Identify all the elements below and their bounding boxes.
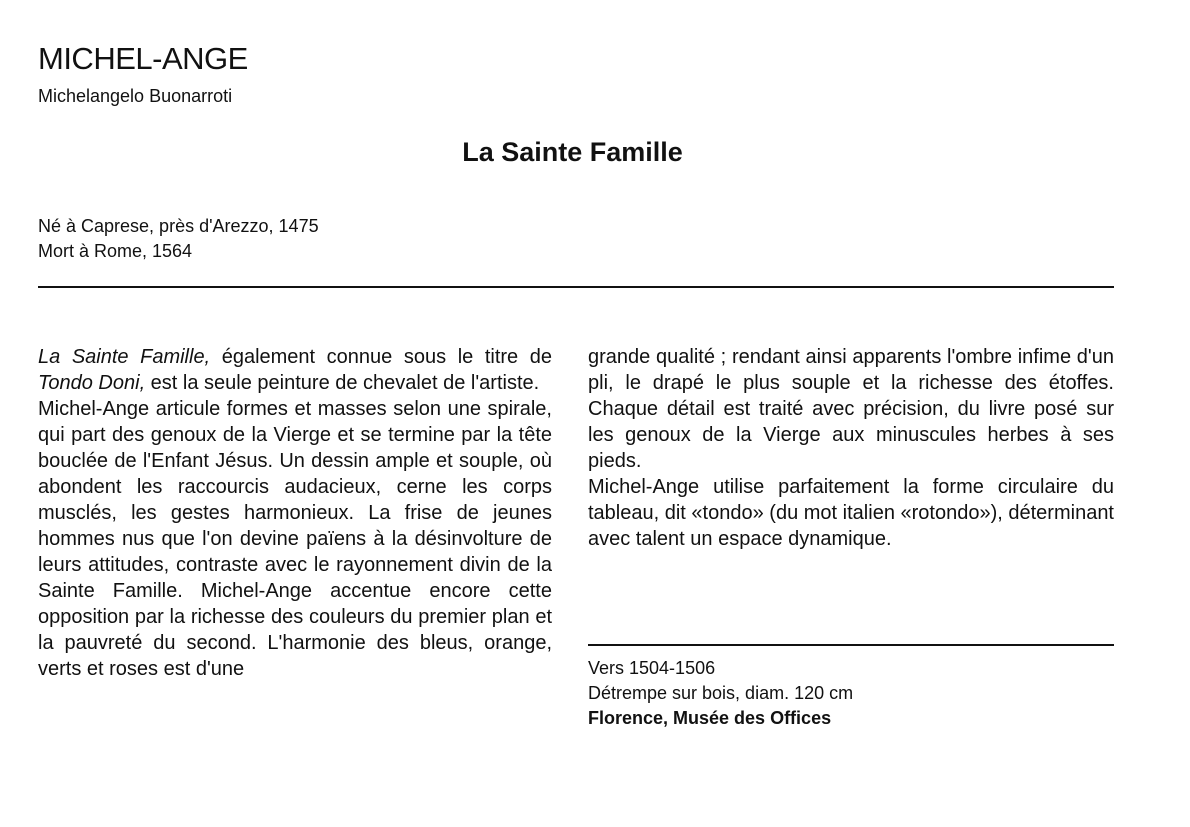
paragraph-analysis: Michel-Ange articule formes et masses selon une spirale, qui part des genoux de la Vierge et se termine par la tête bouclée de l'Enfant Jésus. Un dessin ample et souple, où abondent les raccourcis audacieux, cerne les corps musclés, les gestes harmonieux. La frise de jeunes hommes nus que l'on devine païens à la désinvolture de leurs attitudes, contraste avec le rayonnement divin de la Sainte Famille. Michel-Ange accentue encore cette opposition par la richesse des couleurs du premier plan et la pauvreté du second. L'harmonie des bleus, orange, verts et roses est d'une (38, 398, 552, 680)
artist-full-name: Michelangelo Buonarroti (38, 86, 233, 106)
text-column-left (38, 344, 552, 682)
death-info: Mort à Rome, 1564 (38, 241, 193, 261)
header-divider (38, 286, 1114, 288)
artwork-location: Florence, Musée des Offices (588, 708, 832, 728)
artwork-title: La Sainte Famille (462, 137, 683, 167)
paragraph-intro: La Sainte Famille, également connue sous le titre de Tondo Doni, est la seule peinture de chevalet de l'artiste. (38, 346, 552, 394)
artwork-date: Vers 1504-1506 (588, 658, 716, 678)
artist-name: MICHEL-ANGE (38, 41, 248, 76)
paragraph-analysis-cont: grande qualité ; rendant ainsi apparents l'ombre infime d'un pli, le drapé le plus souple et la richesse des étoffes. Chaque détail est traité avec précision, du livre posé sur les genoux de la Vierge aux minuscules herbes à ses pieds. (588, 346, 1114, 472)
italic-title: La Sainte Famille, (38, 346, 211, 368)
caption-divider (588, 644, 1114, 646)
text-column-right (588, 344, 1114, 552)
paragraph-tondo: Michel-Ange utilise parfaitement la forme circulaire du tableau, dit «tondo» (du mot italien «rotondo»), déterminant avec talent un espace dynamique. (588, 476, 1114, 550)
artwork-caption (588, 656, 853, 731)
artist-bio (38, 214, 319, 264)
artwork-medium: Détrempe sur bois, diam. 120 cm (588, 683, 854, 703)
birth-info: Né à Caprese, près d'Arezzo, 1475 (38, 216, 319, 236)
italic-alt-title: Tondo Doni, (38, 372, 146, 394)
